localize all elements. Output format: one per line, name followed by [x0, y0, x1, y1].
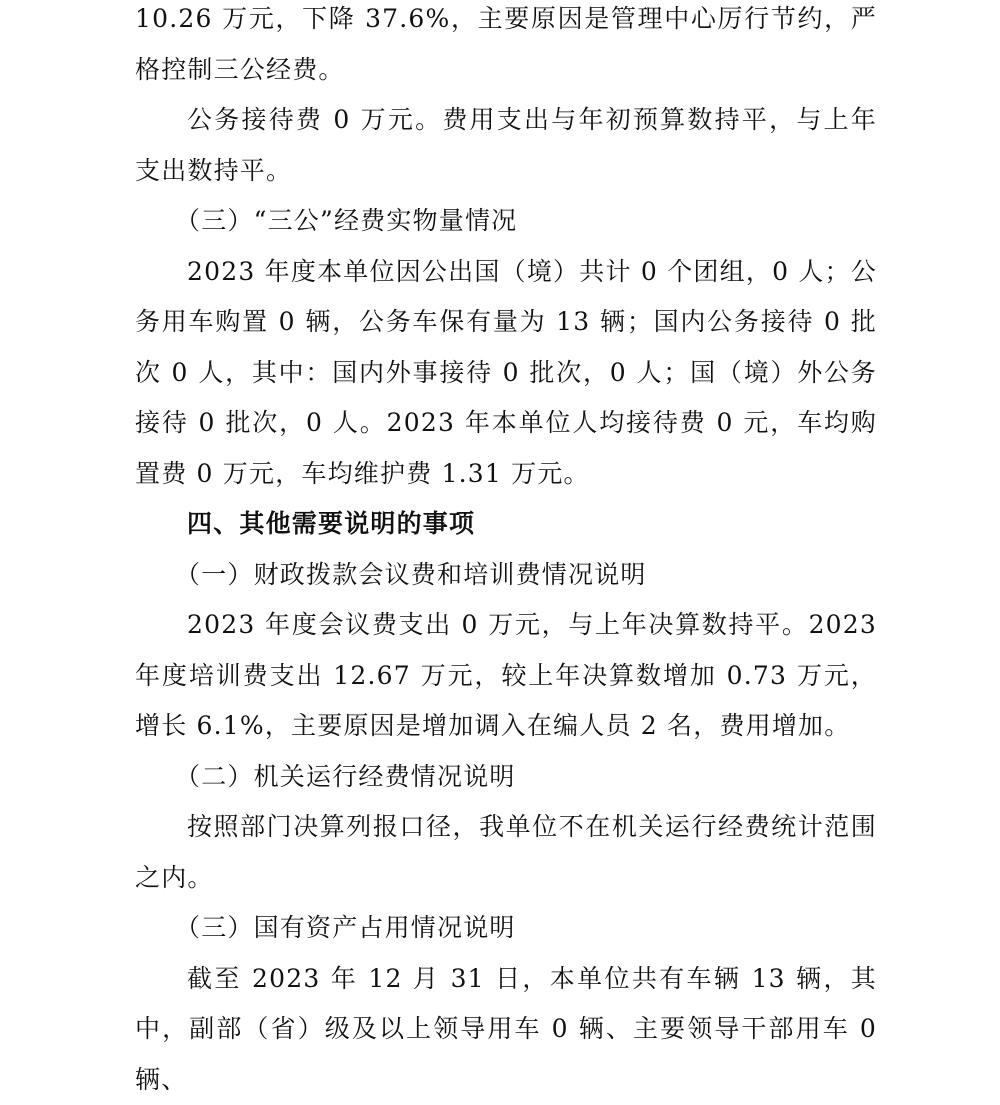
- section-heading-other-matters: 四、其他需要说明的事项: [135, 499, 877, 550]
- subheading-meeting-training: （一）财政拨款会议费和培训费情况说明: [135, 550, 877, 601]
- paragraph-physical-quantity: 2023 年度本单位因公出国（境）共计 0 个团组，0 人；公务用车购置 0 辆，公务车保有量为 13 辆；国内公务接待 0 批次 0 人，其中：国内外事接待 0 批次，0 人；国（境）外公务接待 0 批次，0 人。2023 年本单位人均接待费 0 元，车均购置费 0 万元，车均维护费 1.31 万元。: [135, 247, 877, 500]
- document-page: [135, 0, 877, 1105]
- paragraph-reception-expense: 公务接待费 0 万元。费用支出与年初预算数持平，与上年支出数持平。: [135, 95, 877, 196]
- subheading-state-assets: （三）国有资产占用情况说明: [135, 903, 877, 954]
- subheading-operating-expenses: （二）机关运行经费情况说明: [135, 752, 877, 803]
- paragraph-state-assets: 截至 2023 年 12 月 31 日，本单位共有车辆 13 辆，其中，副部（省）级及以上领导用车 0 辆、主要领导干部用车 0 辆、: [135, 954, 877, 1105]
- subheading-physical-quantity: （三）“三公”经费实物量情况: [135, 196, 877, 247]
- paragraph-meeting-training: 2023 年度会议费支出 0 万元，与上年决算数持平。2023 年度培训费支出 12.67 万元，较上年决算数增加 0.73 万元，增长 6.1%，主要原因是增加调入在编人员 2 名，费用增加。: [135, 600, 877, 752]
- paragraph-operating-expenses: 按照部门决算列报口径，我单位不在机关运行经费统计范围之内。: [135, 802, 877, 903]
- paragraph-travel-expense-continued: 10.26 万元，下降 37.6%，主要原因是管理中心厉行节约，严格控制三公经费。: [135, 0, 877, 95]
